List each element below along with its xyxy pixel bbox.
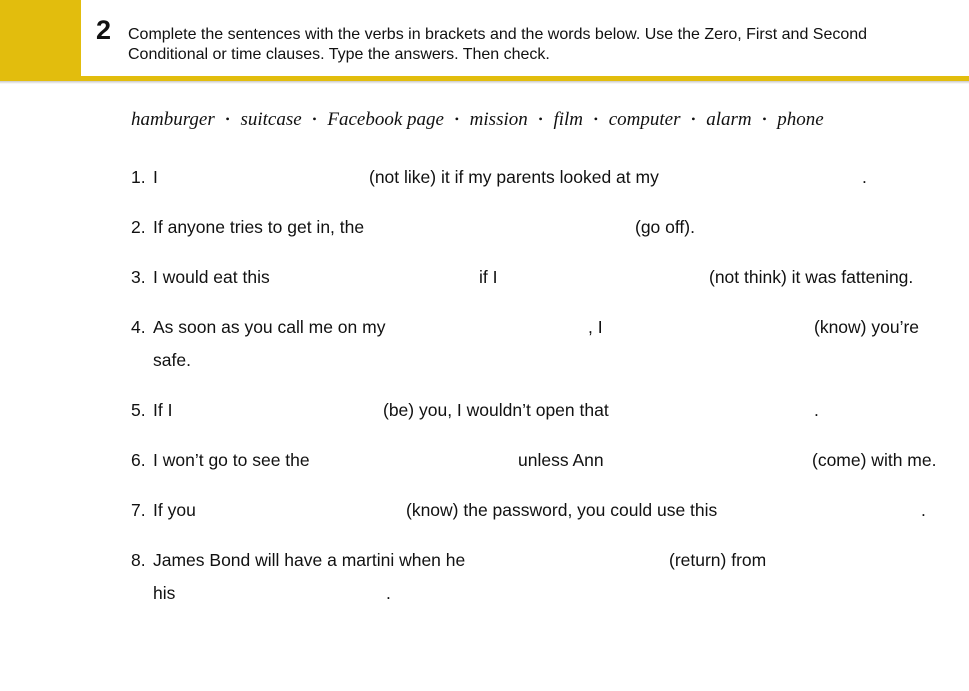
answer-blank[interactable] [181,582,381,604]
answer-blank[interactable] [607,316,807,338]
bullet-separator: • [756,112,773,126]
question-text: if I [479,267,498,287]
question-3 [131,266,951,288]
question-text: unless Ann [518,450,604,470]
question-number: 8. [131,550,146,570]
question-number: 3. [131,267,146,287]
question-text: (know) the password, you could use this [406,500,718,520]
question-text: If I [153,400,173,420]
bullet-separator: • [448,112,465,126]
question-number: 6. [131,450,146,470]
question-8 [131,549,951,604]
question-text: (come) with me. [812,450,937,470]
question-text: James Bond will have a martini when he [153,550,466,570]
word-bank-item: phone [777,109,824,130]
question-7 [131,499,951,521]
question-number: 7. [131,500,146,520]
question-text: his [153,583,176,603]
answer-blank[interactable] [167,166,367,188]
answer-blank[interactable] [313,449,513,471]
question-text: If anyone tries to get in, the [153,217,365,237]
question-1 [131,166,951,188]
question-text: I [153,167,158,187]
question-number: 2. [131,217,146,237]
header-shadow [0,81,969,84]
question-text: (be) you, I wouldn’t open that [383,400,609,420]
question-text: . [386,583,391,603]
header-accent-block [0,0,81,76]
answer-blank[interactable] [503,266,703,288]
question-text: I would eat this [153,267,270,287]
question-text: safe. [153,350,191,370]
bullet-separator: • [587,112,604,126]
question-text: (not like) it if my parents looked at my [369,167,659,187]
answer-blank[interactable] [463,549,663,571]
answer-blank[interactable] [366,216,631,238]
question-6 [131,449,951,471]
bullet-separator: • [685,112,702,126]
question-4 [131,316,951,371]
question-text: As soon as you call me on my [153,317,386,337]
question-number: 4. [131,317,146,337]
word-bank [131,108,824,133]
question-2 [131,216,951,238]
question-text: , I [588,317,603,337]
bullet-separator: • [532,112,549,126]
word-bank-item: hamburger [131,109,215,130]
answer-blank[interactable] [659,166,859,188]
question-number: 5. [131,400,146,420]
answer-blank[interactable] [383,316,583,338]
question-text: (return) from [669,550,767,570]
answer-blank[interactable] [179,399,379,421]
word-bank-item: Facebook page [327,109,444,130]
exercise-instructions: Complete the sentences with the verbs in brackets and the words below. Use the Zero, First and Second Conditional or time clauses. Type the answers. Then check. [128,26,868,63]
answer-blank[interactable] [716,499,916,521]
question-text: . [862,167,867,187]
answer-blank[interactable] [201,499,401,521]
word-bank-item: film [553,109,584,130]
word-bank-item: computer [608,109,681,130]
question-text: I won’t go to see the [153,450,310,470]
question-text: (go off). [635,217,695,237]
bullet-separator: • [306,112,323,126]
word-bank-item: suitcase [240,109,302,130]
word-bank-item: alarm [706,109,752,130]
answer-blank[interactable] [606,449,806,471]
word-bank-item: mission [469,109,528,130]
question-text: (not think) it was fattening. [709,267,914,287]
answer-blank[interactable] [276,266,476,288]
bullet-separator: • [219,112,236,126]
question-5 [131,399,951,421]
question-number: 1. [131,167,146,187]
exercise-number: 2 [96,15,112,45]
question-text: If you [153,500,196,520]
question-text: . [921,500,926,520]
question-text: . [814,400,819,420]
answer-blank[interactable] [609,399,809,421]
question-text: (know) you’re [814,317,920,337]
